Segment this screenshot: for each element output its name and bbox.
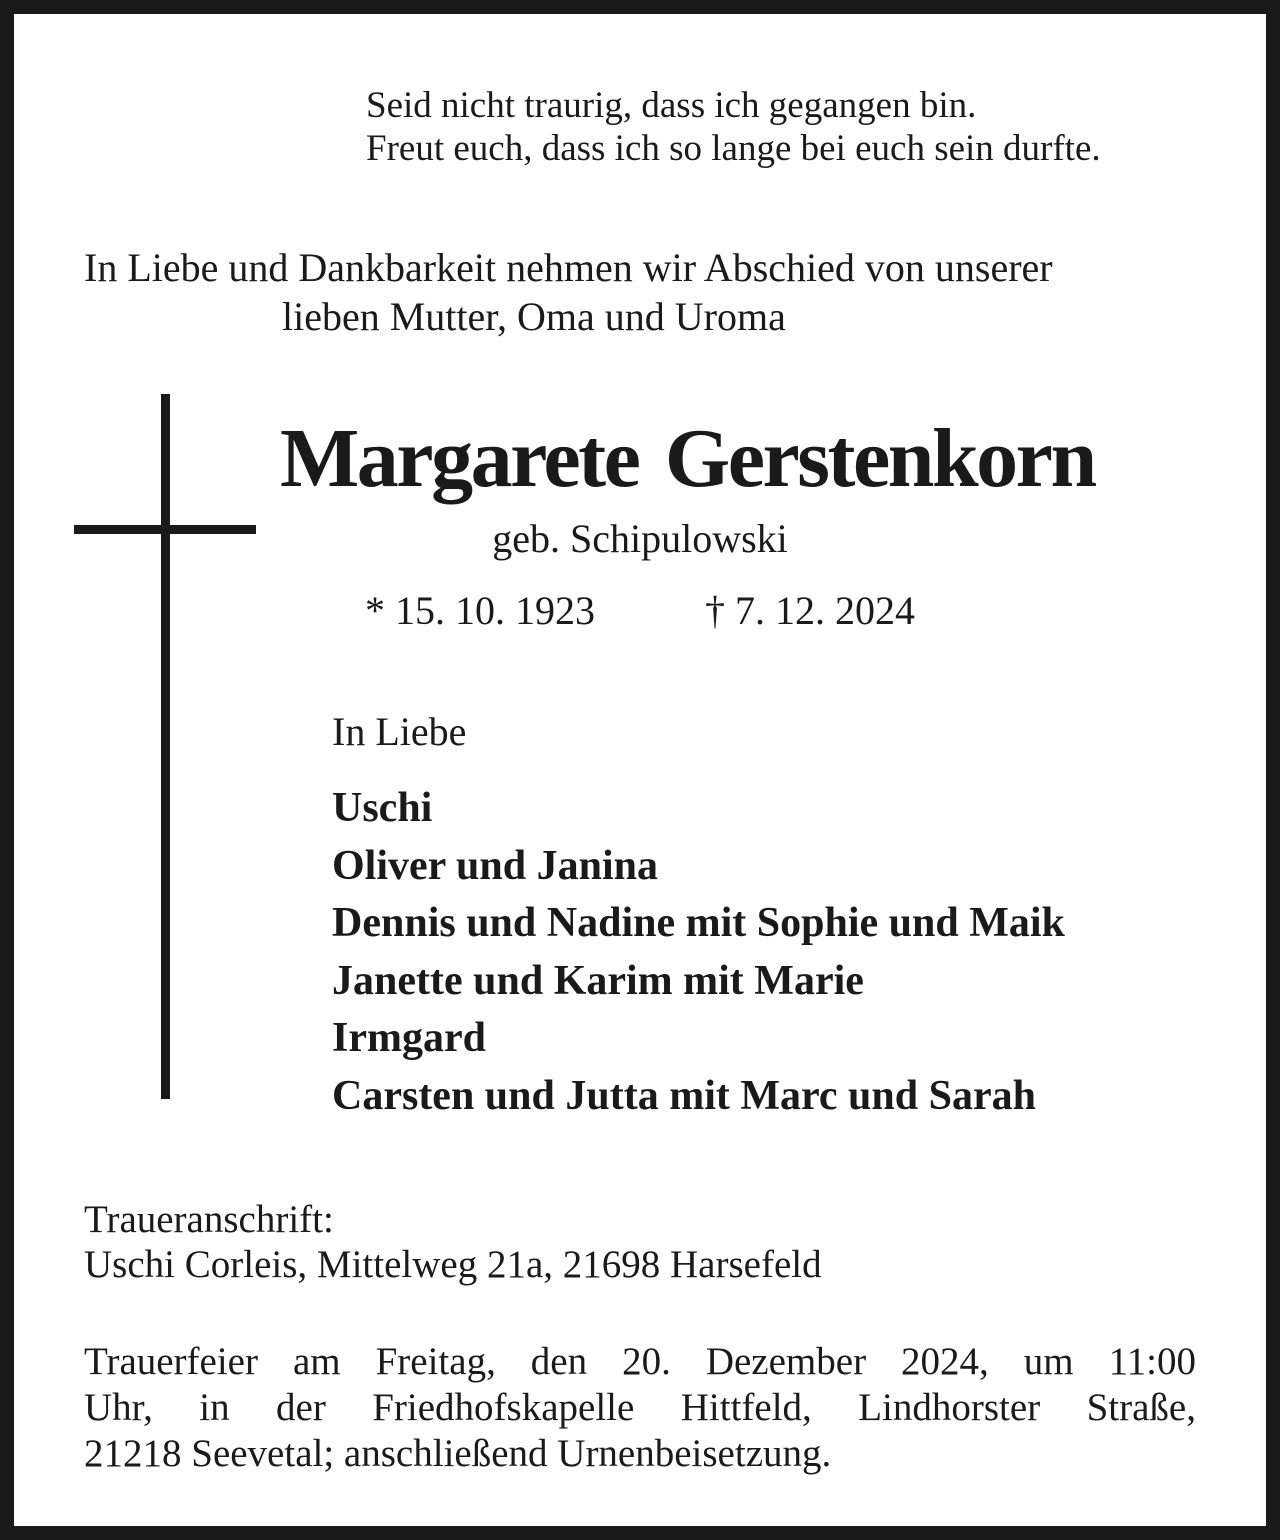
- life-dates: [14, 587, 1266, 635]
- service-line-3: 21218 Seevetal; anschließend Urnenbeisetzung.: [84, 1432, 832, 1475]
- mourners-heading: In Liebe: [332, 709, 467, 754]
- mourner-name: Janette und Karim mit Marie: [332, 957, 864, 1004]
- birth-date: * 15. 10. 1923: [365, 588, 595, 633]
- intro-line-1: In Liebe und Dankbarkeit nehmen wir Abschied von unserer: [84, 245, 1053, 290]
- birth-name: geb. Schipulowski: [492, 516, 788, 561]
- cross-icon: [161, 394, 170, 1099]
- address-value: Uschi Corleis, Mittelweg 21a, 21698 Harsefeld: [84, 1243, 822, 1286]
- mourners-list: [332, 780, 1065, 1125]
- mourner-name: Oliver und Janina: [332, 842, 658, 889]
- poem: [366, 84, 1101, 170]
- poem-line-2: Freut euch, dass ich so lange bei euch sein durfte.: [366, 128, 1101, 169]
- mourning-address: [84, 1197, 822, 1287]
- mourner-name: Dennis und Nadine mit Sophie und Maik: [332, 900, 1065, 946]
- intro-line-2: lieben Mutter, Oma und Uroma: [282, 294, 786, 339]
- mourner-name: Irmgard: [332, 1015, 486, 1061]
- poem-line-1: Seid nicht traurig, dass ich gegangen bin.: [366, 85, 977, 126]
- service-line-1: Trauerfeier am Freitag, den 20. Dezember 2024, um 11:00: [84, 1340, 1196, 1383]
- mourner-name: Carsten und Jutta mit Marc und Sarah: [332, 1072, 1036, 1119]
- death-date: † 7. 12. 2024: [705, 588, 915, 633]
- funeral-service-info: [84, 1339, 1196, 1477]
- mourner-name: Uschi: [332, 785, 433, 831]
- service-line-2: Uhr, in der Friedhofskapelle Hittfeld, Lindhorster Straße,: [84, 1386, 1196, 1429]
- address-label: Traueranschrift:: [84, 1198, 334, 1241]
- deceased-name: Margarete Gerstenkorn: [280, 412, 1095, 505]
